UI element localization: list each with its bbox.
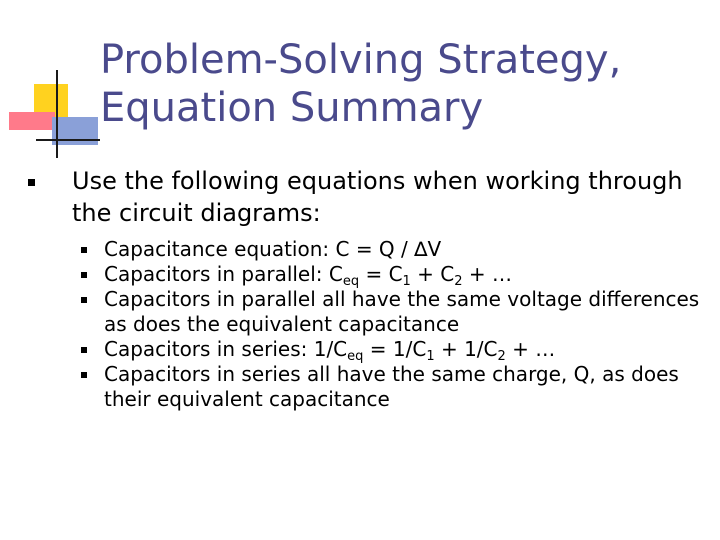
text-part: + C — [410, 262, 455, 286]
square-bullet-icon — [81, 247, 87, 253]
subscript-2: 2 — [497, 349, 506, 364]
logo-red-bar — [9, 112, 55, 130]
sub-bullet-series-equation — [104, 337, 704, 362]
logo-horizontal-line — [36, 139, 100, 141]
square-bullet-icon — [81, 372, 87, 378]
text-part: + … — [505, 337, 556, 361]
text-part: = 1/C — [363, 337, 427, 361]
text-part: Capacitors in series: 1/C — [104, 337, 348, 361]
text-part: Capacitors in parallel: C — [104, 262, 343, 286]
subscript-eq: eq — [342, 274, 360, 289]
logo-vertical-line — [56, 70, 58, 158]
title-line-1: Problem-Solving Strategy, — [100, 37, 622, 83]
square-bullet-icon — [81, 272, 87, 278]
subscript-2: 2 — [454, 274, 463, 289]
sub-bullet-series-charge: Capacitors in series all have the same charge, Q, as does their equivalent capacitance — [104, 362, 679, 411]
slide-title — [100, 36, 710, 132]
subscript-eq: eq — [347, 349, 364, 364]
text-part: + … — [462, 262, 513, 286]
square-bullet-icon — [81, 297, 87, 303]
subscript-1: 1 — [402, 274, 411, 289]
main-bullet-text: Use the following equations when working through the circuit diagrams: — [72, 167, 683, 227]
subscript-1: 1 — [426, 349, 435, 364]
title-line-2: Equation Summary — [100, 85, 484, 131]
sub-bullet-capacitance: Capacitance equation: C = Q / ∆V — [104, 237, 442, 261]
square-bullet-icon — [28, 179, 35, 186]
slide-logo-icon — [0, 0, 100, 160]
sub-bullet-parallel-equation — [104, 262, 704, 287]
square-bullet-icon — [81, 347, 87, 353]
sub-bullet-parallel-voltage: Capacitors in parallel all have the same voltage differences as does the equivalent capacitance — [104, 287, 700, 336]
text-part: = C — [359, 262, 403, 286]
text-part: + 1/C — [434, 337, 498, 361]
